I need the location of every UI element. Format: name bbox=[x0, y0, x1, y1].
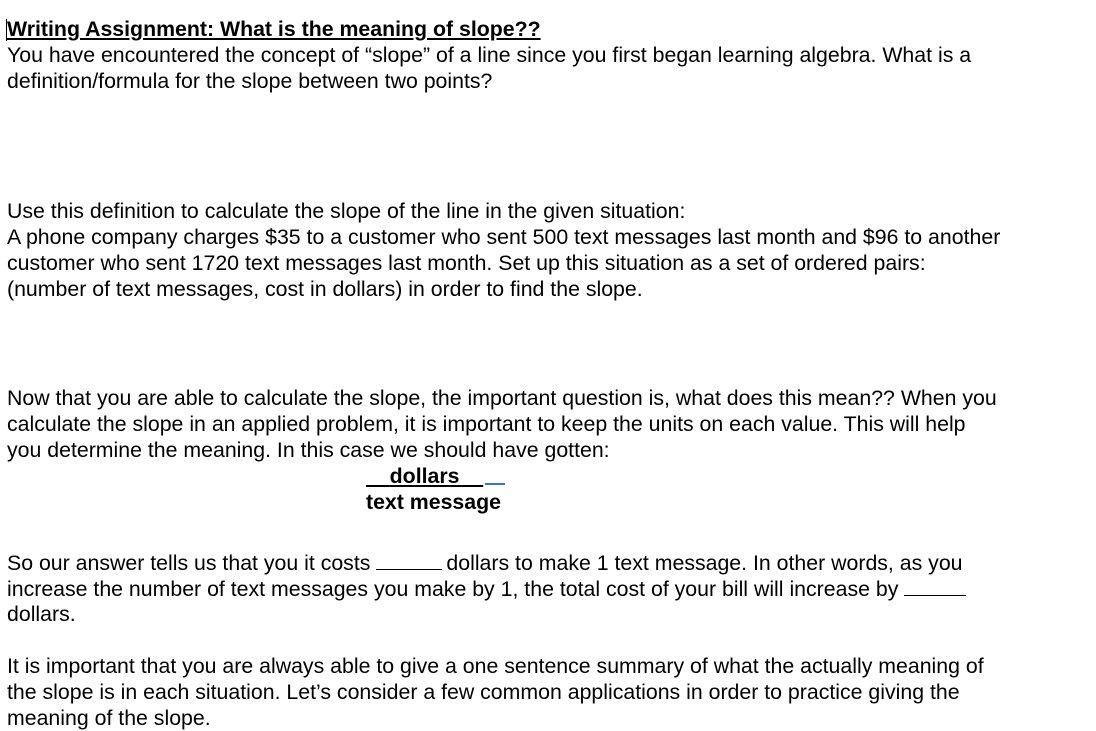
meaning-line-2: calculate the slope in an applied problem, it is important to keep the units on each value. This will help bbox=[7, 412, 966, 436]
fraction-denominator: text message bbox=[366, 490, 501, 514]
increase-blank[interactable] bbox=[904, 575, 966, 596]
situation-line-1: Use this definition to calculate the slope of the line in the given situation: bbox=[7, 199, 686, 223]
text-cursor bbox=[6, 19, 7, 41]
units-fraction bbox=[7, 463, 1089, 515]
situation-line-2: A phone company charges $35 to a customer who sent 500 text messages last month and $96 to another bbox=[7, 225, 1001, 249]
intro-line-1: You have encountered the concept of “slope” of a line since you first began learning algebra. What is a bbox=[7, 43, 972, 67]
answer-line-1-end: dollars to make 1 text message. In other words, as you bbox=[446, 551, 963, 575]
answer-space-2 bbox=[7, 302, 1089, 385]
assignment-title-text: Writing Assignment: What is the meaning of slope?? bbox=[7, 17, 541, 41]
summary-line-2: the slope is in each situation. Let’s consider a few common applications in order to practice giving the bbox=[7, 680, 960, 704]
intro-line-2: definition/formula for the slope between two points? bbox=[7, 69, 493, 93]
answer-line-2 bbox=[7, 575, 1089, 601]
document-page bbox=[7, 16, 1089, 731]
answer-line-1-start: So our answer tells us that you it costs bbox=[7, 551, 371, 575]
situation-line-4: (number of text messages, cost in dollars) in order to find the slope. bbox=[7, 277, 643, 301]
fraction-numerator bbox=[366, 463, 505, 489]
title-line bbox=[7, 16, 1089, 42]
assignment-title bbox=[7, 17, 541, 41]
spacer-1 bbox=[7, 515, 1089, 549]
summary-line-1: It is important that you are always able to give a one sentence summary of what the actually meaning of bbox=[7, 654, 984, 678]
spacer-2 bbox=[7, 627, 1089, 653]
numerator-underline bbox=[366, 464, 483, 488]
summary-line-3: meaning of the slope. bbox=[7, 706, 211, 730]
answer-line-2-text: increase the number of text messages you make by 1, the total cost of your bill will increase by bbox=[7, 577, 899, 601]
answer-line-1 bbox=[7, 549, 1089, 575]
hyperlink-mark[interactable] bbox=[485, 463, 505, 485]
meaning-line-1: Now that you are able to calculate the slope, the important question is, what does this mean?? When you bbox=[7, 386, 997, 410]
situation-line-3: customer who sent 1720 text messages last month. Set up this situation as a set of ordered pairs: bbox=[7, 251, 926, 275]
answer-space-1 bbox=[7, 94, 1089, 198]
cost-blank[interactable] bbox=[376, 549, 442, 570]
meaning-line-3: you determine the meaning. In this case we should have gotten: bbox=[7, 438, 610, 462]
answer-line-3: dollars. bbox=[7, 602, 76, 626]
numerator-text: dollars bbox=[389, 464, 460, 488]
